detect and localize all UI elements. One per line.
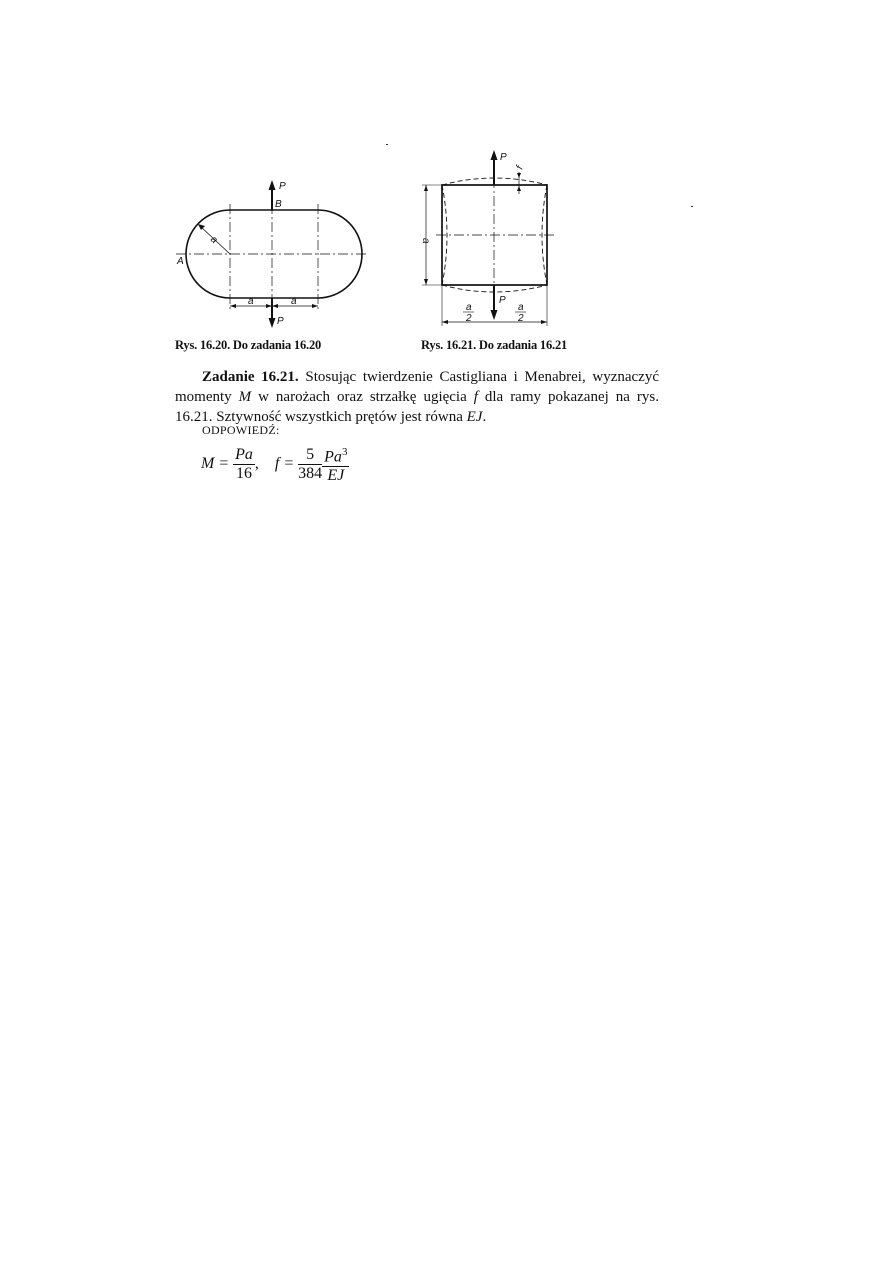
scan-speck: [691, 206, 693, 207]
label-P-top: P: [500, 152, 507, 163]
figure-16-21-drawing: [412, 148, 562, 333]
label-side-a: a: [420, 238, 431, 244]
label-f: f: [514, 164, 526, 172]
fraction-f-coefficient: [298, 446, 322, 483]
fraction-f-exponent: 3: [341, 446, 348, 458]
scan-speck: [386, 144, 388, 145]
answer-formula: [201, 443, 349, 485]
label-P-top: P: [279, 181, 286, 192]
figure-16-20-drawing: [172, 176, 372, 331]
answer-label: ODPOWIEDŹ:: [202, 423, 280, 437]
fraction-f-numerator: Pa: [324, 448, 342, 466]
caption-figure-16-20: Rys. 16.20. Do zadania 16.20: [175, 338, 322, 352]
dim-arrow-right-end: [312, 304, 318, 308]
figure-16-21: [412, 148, 562, 333]
fraction-f-coef-numerator: 5: [298, 446, 322, 465]
deflection-arrow-top: [517, 173, 521, 178]
label-P-bottom: P: [277, 316, 284, 327]
label-A: A: [177, 256, 184, 267]
fraction-M-numerator: Pa: [235, 445, 253, 463]
task-var-f: f: [473, 389, 478, 405]
task-var-EJ: EJ: [466, 409, 483, 425]
task-paragraph: [175, 367, 659, 427]
label-half-den-right: 2: [518, 313, 524, 324]
load-arrow-top-head: [491, 150, 498, 160]
label-half-num-right: a: [518, 302, 524, 313]
bottom-dim-arrow-right: [541, 320, 547, 324]
label-B: B: [275, 199, 282, 210]
formula-M-lhs: M =: [201, 454, 230, 472]
figure-16-20: [172, 176, 372, 331]
task-text-2: w narożach oraz strzałkę ugięcia: [251, 389, 474, 405]
fraction-f-main: [322, 443, 349, 485]
side-dim-arrow-bottom: [424, 279, 428, 285]
task-heading: Zadanie 16.21.: [202, 369, 299, 385]
task-var-M: M: [238, 389, 252, 405]
deflection-arrow-bottom: [517, 186, 521, 191]
load-arrow-bottom-head: [491, 310, 498, 320]
fraction-M: [233, 446, 255, 483]
bottom-dim-arrow-left: [442, 320, 448, 324]
formula-separator: ,: [254, 454, 259, 472]
formula-f-lhs: f =: [274, 454, 295, 472]
label-half-num-left: a: [466, 302, 472, 313]
fraction-f-denominator: EJ: [327, 467, 345, 485]
label-P-bottom: P: [499, 295, 506, 306]
label-half-den-left: 2: [466, 313, 472, 324]
label-dim-a-left: a: [248, 296, 254, 307]
fraction-f-coef-denominator: 384: [298, 464, 323, 482]
radius-arrow-head: [198, 224, 205, 230]
caption-figure-16-21: Rys. 16.21. Do zadania 16.21: [421, 338, 568, 352]
task-text-4: .: [482, 409, 487, 425]
task-text-3: dla ramy pokazanej na rys. 16.21. Sztywność wszystkich prętów jest równa: [175, 389, 659, 425]
load-arrow-bottom-head: [269, 318, 276, 328]
side-dim-arrow-top: [424, 185, 428, 191]
label-dim-a-right: a: [291, 296, 297, 307]
task-text-1: Stosując twierdzenie Castigliana i Menabrei, wyznaczyć momenty: [175, 369, 659, 405]
fraction-M-denominator: 16: [236, 464, 253, 482]
dim-arrow-left-end: [230, 304, 236, 308]
label-radius-a: a: [207, 234, 220, 246]
load-arrow-top-head: [269, 180, 276, 190]
